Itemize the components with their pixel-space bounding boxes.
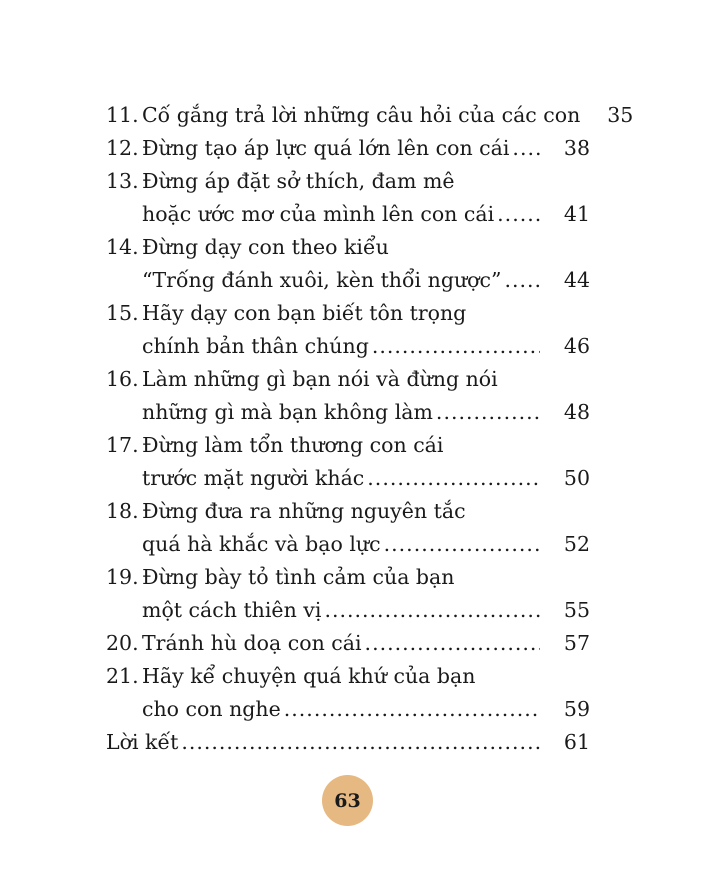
toc-entry-title: Đừng làm tổn thương con cái [142, 433, 444, 457]
toc-entry-line [106, 429, 590, 462]
toc-entry-page: 46 [563, 334, 590, 358]
toc-dot-leader [372, 330, 540, 363]
toc-entry-line [106, 165, 590, 198]
toc-entry[interactable] [106, 429, 590, 495]
toc-entry[interactable] [106, 231, 590, 297]
toc-dot-leader [497, 198, 540, 231]
toc-dot-leader [367, 462, 540, 495]
toc-entry-title: Hãy dạy con bạn biết tôn trọng [142, 301, 467, 325]
toc-entry-page: 35 [607, 103, 634, 127]
toc-entry-line [106, 330, 590, 363]
toc-entry-page: 57 [563, 631, 590, 655]
toc-entry-title: “Trống đánh xuôi, kèn thổi ngược” [142, 268, 502, 292]
toc-entry-number: 13. [106, 169, 139, 193]
toc-entry-line [106, 693, 590, 726]
toc-entry-line [106, 264, 590, 297]
toc-entry[interactable] [106, 495, 590, 561]
toc-entry-page: 59 [563, 697, 590, 721]
toc-dot-leader [284, 693, 540, 726]
toc-dot-leader [512, 132, 540, 165]
toc-entry-number: 20. [106, 631, 139, 655]
toc-entry-page: 55 [563, 598, 590, 622]
page-number: 63 [334, 789, 361, 812]
toc-entry-number: 16. [106, 367, 139, 391]
toc-dot-leader [504, 264, 540, 297]
toc-entry-line [106, 198, 590, 231]
toc-entry-title: Hãy kể chuyện quá khứ của bạn [142, 664, 476, 688]
toc-entry[interactable] [106, 132, 590, 165]
toc-entry-line [106, 528, 590, 561]
toc-dot-leader [181, 726, 540, 759]
toc-dot-leader [365, 627, 540, 660]
toc-entry-title: quá hà khắc và bạo lực [142, 532, 381, 556]
toc-entry[interactable] [106, 297, 590, 363]
toc-entry-line [106, 297, 590, 330]
toc-dot-leader [436, 396, 540, 429]
toc-dot-leader [384, 528, 540, 561]
toc-entry-line [106, 231, 590, 264]
toc-entry-title: Đừng bày tỏ tình cảm của bạn [142, 565, 455, 589]
toc-entry-title: Đừng dạy con theo kiểu [142, 235, 389, 259]
toc-entry-number: 18. [106, 499, 139, 523]
toc-entry-line [106, 660, 590, 693]
toc-entry-page: 38 [563, 136, 590, 160]
toc-dot-leader [324, 594, 540, 627]
toc-entry-title: Lời kết [106, 730, 179, 754]
toc-entry-line [106, 99, 634, 132]
toc-entry-page: 50 [563, 466, 590, 490]
toc-entry-page: 44 [563, 268, 590, 292]
toc-entry-number: 15. [106, 301, 139, 325]
toc-entry-number: 11. [106, 103, 139, 127]
toc-entry[interactable] [106, 561, 590, 627]
toc-entry-title: một cách thiên vị [142, 598, 322, 622]
toc-entry-number: 14. [106, 235, 139, 259]
toc-entry-title: Đừng đưa ra những nguyên tắc [142, 499, 466, 523]
toc-entry-line [106, 396, 590, 429]
toc-entry[interactable] [106, 660, 590, 726]
toc-entry-page: 52 [563, 532, 590, 556]
toc-entry-page: 48 [563, 400, 590, 424]
toc-entry[interactable] [106, 99, 634, 132]
toc-entry-title: Đừng áp đặt sở thích, đam mê [142, 169, 455, 193]
toc-entry-title: hoặc ước mơ của mình lên con cái [142, 202, 495, 226]
toc-entry-title: những gì mà bạn không làm [142, 400, 433, 424]
toc-entry-page: 41 [563, 202, 590, 226]
page-number-badge [322, 775, 373, 826]
toc-entry-line [106, 726, 590, 759]
toc-entry-line [106, 132, 590, 165]
toc-entry-number: 19. [106, 565, 139, 589]
toc-entry[interactable] [106, 165, 590, 231]
toc-entry-title: Tránh hù doạ con cái [142, 631, 362, 655]
toc-entry-title: Làm những gì bạn nói và đừng nói [142, 367, 498, 391]
toc-entry-line [106, 495, 590, 528]
toc-entry-line [106, 561, 590, 594]
toc-entry-number: 21. [106, 664, 139, 688]
toc-entry-number: 17. [106, 433, 139, 457]
toc-entry[interactable] [106, 726, 590, 759]
toc-entry[interactable] [106, 363, 590, 429]
toc-entry-title: cho con nghe [142, 697, 281, 721]
toc-entry-number: 12. [106, 136, 139, 160]
toc-entry-title: chính bản thân chúng [142, 334, 369, 358]
toc-entry-line [106, 363, 590, 396]
table-of-contents [106, 99, 634, 759]
toc-entry-title: Cố gắng trả lời những câu hỏi của các con [142, 103, 581, 127]
toc-entry-line [106, 462, 590, 495]
toc-entry-page: 61 [563, 730, 590, 754]
toc-entry-title: trước mặt người khác [142, 466, 365, 490]
toc-entry-line [106, 594, 590, 627]
toc-entry-title: Đừng tạo áp lực quá lớn lên con cái [142, 136, 510, 160]
toc-entry[interactable] [106, 627, 590, 660]
toc-entry-line [106, 627, 590, 660]
